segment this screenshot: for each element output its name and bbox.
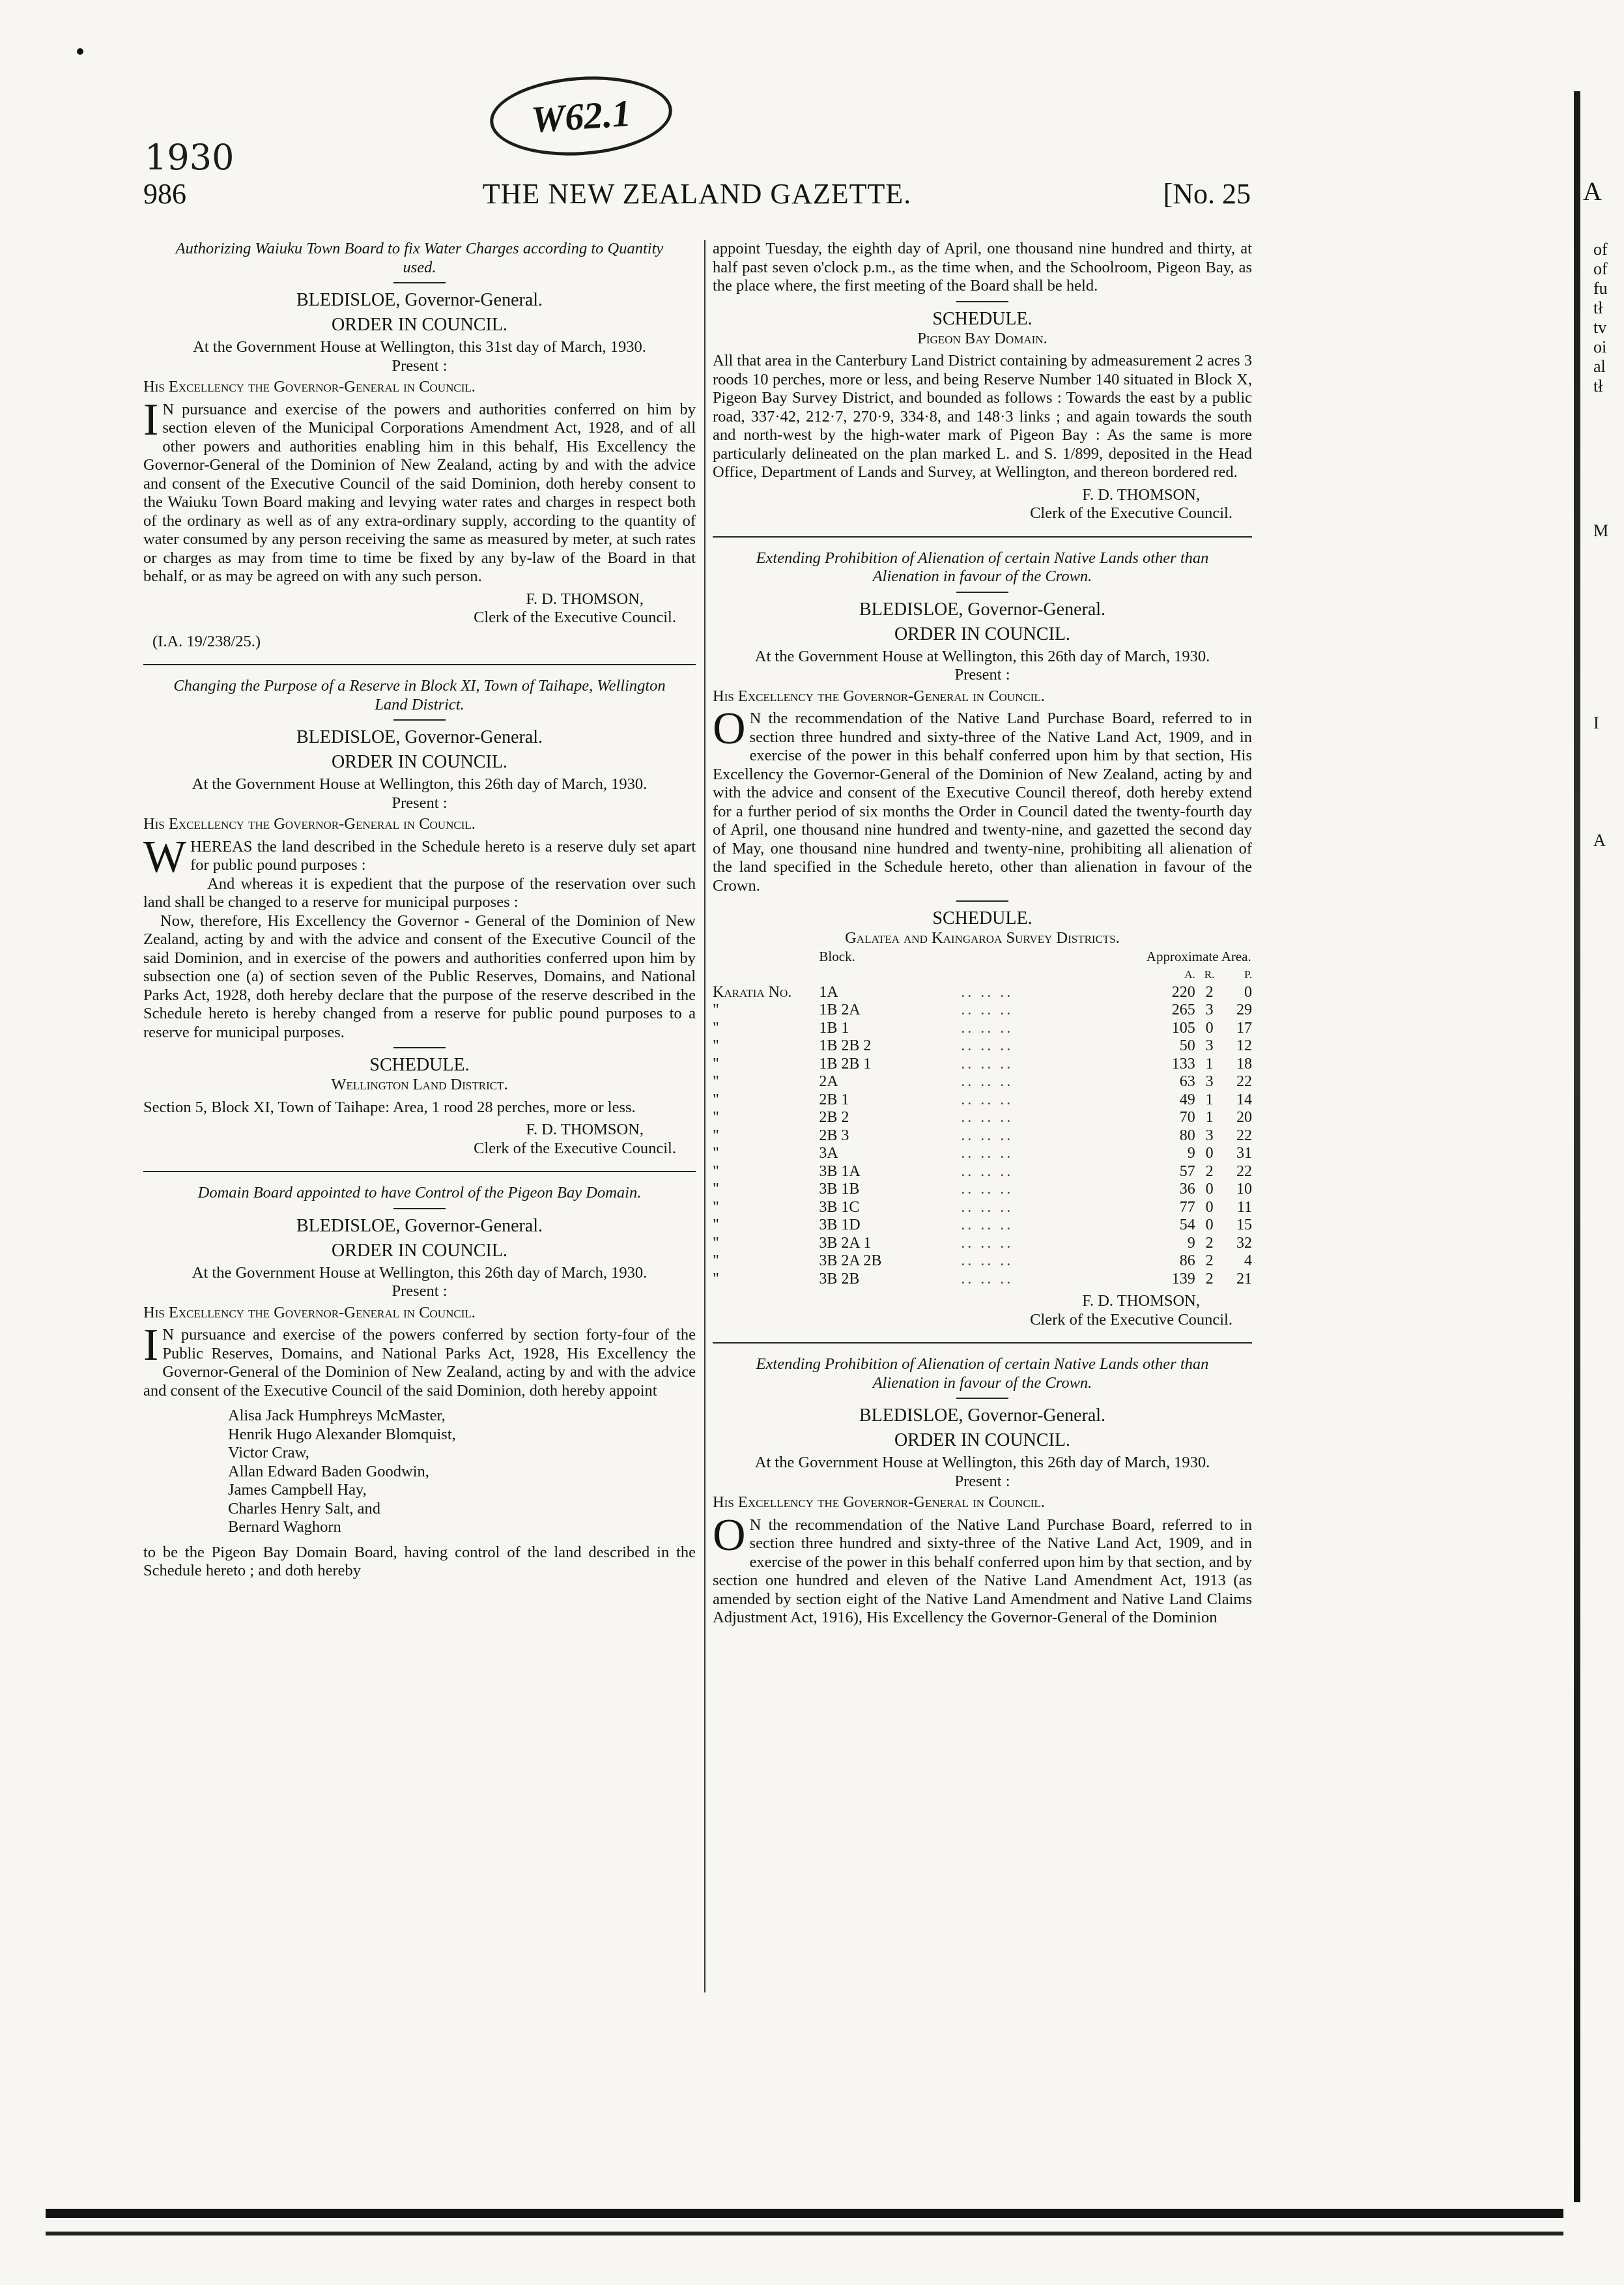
row-acres: 133: [1171, 1055, 1195, 1072]
row-perches: 15: [1236, 1216, 1252, 1233]
section-rule: [713, 1342, 1252, 1344]
schedule-table: [713, 948, 1252, 1289]
governor-line: BLEDISLOE, Governor-General.: [296, 727, 543, 747]
board-member: Victor Craw,: [228, 1444, 309, 1461]
board-member: Charles Henry Salt, and: [228, 1499, 381, 1517]
place-date: At the Government House at Wellington, this 26th day of March, 1930.: [192, 775, 648, 793]
table-row: [713, 1163, 1252, 1181]
row-leaders: .. .. ..: [961, 1234, 1014, 1252]
edge-fragment: I: [1593, 713, 1599, 732]
order-line: ORDER IN COUNCIL.: [894, 1430, 1070, 1450]
present-line: Present :: [954, 1472, 1010, 1490]
row-prefix: ": [713, 1252, 719, 1269]
notice-taihape-reserve: [143, 677, 696, 1158]
row-acres: 36: [1179, 1181, 1195, 1198]
schedule-text: All that area in the Canterbury Land District containing by admeasurement 2 acres 3 roods 10 perches, more or less, and being Reserve Number 140 situated in Block X, Pigeon Bay Survey District, and bounded as follows : Towards the east by a public road, 337·42, 212·7, 270·9, 334·8, and 148·3 links ; and again towards the south and north-west by the high-water mark of Pigeon Bay : As the same is more particularly delineated on the plan marked L. and S. 1/899, deposited in the Head Office, Department of Lands and Survey, at Wellington, and thereon bordered red.: [713, 352, 1252, 481]
section-rule: [143, 664, 696, 665]
row-block: 1B 2A: [819, 1001, 861, 1018]
scan-border-bottom: [46, 2209, 1563, 2218]
row-perches: 22: [1236, 1073, 1252, 1090]
row-prefix: ": [713, 1055, 719, 1072]
notice-body-now-therefore: Now, therefore, His Excellency the Governor - General of the Dominion of New Zealand, acting by and with the advice and consent of the Executive Council of the said Dominion, and in exercise of the powers and authorities conferred upon him by subsection one (a) of section seven of the Public Reserves, Domains, and National Parks Act, 1928, doth hereby declare that the purpose of the reserve described in the Schedule hereto is hereby changed from a reserve for public pound purposes to a reserve for municipal purposes.: [143, 912, 696, 1041]
row-prefix: ": [713, 1037, 719, 1054]
notice-body: ON the recommendation of the Native Land Purchase Board, referred to in section three hundred and sixty-three of the Native Land Act, 1909, and in exercise of the power in this behalf conferred upon him by that section, and by section one hundred and eleven of the Native Land Amendment Act, 1913 (as amended by section eight of the Native Land Amendment and Native Land Claims Adjustment Act, 1916), His Excellency the Governor-General of the Dominion: [713, 1510, 1252, 1626]
governor-line: BLEDISLOE, Governor-General.: [296, 1215, 543, 1236]
row-perches: 4: [1244, 1252, 1252, 1269]
column-divider: [704, 240, 705, 1992]
notice-body-end: to be the Pigeon Bay Domain Board, having control of the land described in the Schedule hereto ; and doth hereby: [143, 1543, 696, 1579]
catalogue-stamp: W62.1: [487, 70, 675, 161]
column-header-acres: A.: [1184, 968, 1195, 981]
edge-fragment: A: [1593, 831, 1606, 850]
table-row: [713, 1001, 1252, 1020]
row-roods: 2: [1205, 1162, 1214, 1180]
row-roods: 2: [1205, 983, 1214, 1001]
row-acres: 220: [1171, 983, 1195, 1001]
row-leaders: .. .. ..: [961, 1162, 1014, 1180]
board-member: Henrik Hugo Alexander Blomquist,: [228, 1425, 456, 1443]
row-prefix: Karatia No.: [713, 983, 792, 1001]
row-leaders: .. .. ..: [961, 1073, 1014, 1090]
gazette-title: THE NEW ZEALAND GAZETTE.: [482, 178, 912, 210]
table-row: [713, 1056, 1252, 1074]
governor-line: BLEDISLOE, Governor-General.: [859, 1405, 1106, 1426]
row-block: 3B 1D: [819, 1216, 861, 1233]
edge-fragment: of: [1593, 240, 1608, 259]
council-line: His Excellency the Governor-General in Council.: [143, 1303, 476, 1321]
row-prefix: ": [713, 1234, 719, 1252]
notice-pigeon-bay-board-continued: [713, 240, 1252, 523]
schedule-domain: Pigeon Bay Domain.: [917, 329, 1047, 347]
row-block: 3A: [819, 1145, 838, 1162]
row-leaders: .. .. ..: [961, 1037, 1014, 1054]
row-perches: 0: [1244, 983, 1252, 1001]
row-leaders: .. .. ..: [961, 1145, 1014, 1162]
row-roods: 1: [1205, 1109, 1214, 1126]
row-leaders: .. .. ..: [961, 1109, 1014, 1126]
row-leaders: .. .. ..: [961, 1001, 1014, 1018]
board-member: Bernard Waghorn: [228, 1518, 341, 1536]
row-prefix: ": [713, 1181, 719, 1198]
row-block: 3B 1A: [819, 1162, 861, 1180]
row-acres: 80: [1179, 1127, 1195, 1144]
row-leaders: .. .. ..: [961, 1127, 1014, 1144]
row-block: 3B 2A 2B: [819, 1252, 882, 1269]
row-acres: 9: [1187, 1234, 1195, 1252]
place-date: At the Government House at Wellington, this 26th day of March, 1930.: [754, 1454, 1210, 1471]
signature: F. D. THOMSON,: [1082, 1292, 1200, 1310]
edge-fragment: tv: [1593, 318, 1607, 337]
row-prefix: ": [713, 1109, 719, 1126]
table-row: [713, 1235, 1252, 1253]
order-line: ORDER IN COUNCIL.: [332, 752, 507, 772]
row-perches: 10: [1236, 1181, 1252, 1198]
row-prefix: ": [713, 1162, 719, 1180]
row-block: 2B 1: [819, 1091, 849, 1108]
row-leaders: .. .. ..: [961, 1055, 1014, 1072]
row-perches: 18: [1236, 1055, 1252, 1072]
row-prefix: ": [713, 1073, 719, 1090]
row-perches: 21: [1236, 1270, 1252, 1287]
row-leaders: .. .. ..: [961, 1091, 1014, 1108]
row-leaders: .. .. ..: [961, 983, 1014, 1001]
row-roods: 2: [1205, 1234, 1214, 1252]
present-line: Present :: [954, 666, 1010, 683]
table-row: [713, 1181, 1252, 1199]
signature-title: Clerk of the Executive Council.: [474, 609, 676, 626]
notice-body-continued: appoint Tuesday, the eighth day of April, one thousand nine hundred and thirty, at half past seven o'clock p.m., as the time when, and the Schoolroom, Pigeon Bay, as the place where, the first meeting of the Board shall be held.: [713, 240, 1252, 295]
row-perches: 20: [1236, 1109, 1252, 1126]
order-line: ORDER IN COUNCIL.: [332, 315, 507, 335]
board-member-list: [143, 1407, 696, 1537]
order-line: ORDER IN COUNCIL.: [332, 1240, 507, 1261]
short-rule: [393, 1047, 446, 1048]
page-header: [143, 177, 1251, 216]
row-leaders: .. .. ..: [961, 1216, 1014, 1233]
order-line: ORDER IN COUNCIL.: [894, 624, 1070, 644]
edge-fragment: tł: [1593, 377, 1603, 395]
column-header-perches: P.: [1244, 968, 1252, 981]
row-acres: 105: [1171, 1019, 1195, 1037]
short-rule: [393, 1208, 446, 1209]
notice-body-and-whereas: And whereas it is expedient that the purpose of the reservation over such land shall be changed to a reserve for municipal purposes :: [143, 874, 696, 911]
signature: F. D. THOMSON,: [526, 1121, 644, 1138]
row-leaders: .. .. ..: [961, 1270, 1014, 1287]
row-block: 3B 2A 1: [819, 1234, 872, 1252]
row-acres: 9: [1187, 1145, 1195, 1162]
table-row: [713, 984, 1252, 1002]
row-roods: 1: [1205, 1091, 1214, 1108]
signature: F. D. THOMSON,: [526, 590, 644, 608]
row-perches: 14: [1236, 1091, 1252, 1108]
handwritten-year: 1930: [145, 137, 235, 178]
present-line: Present :: [392, 1282, 448, 1300]
row-leaders: .. .. ..: [961, 1252, 1014, 1269]
edge-fragment: al: [1593, 357, 1606, 376]
row-roods: 2: [1205, 1270, 1214, 1287]
row-prefix: ": [713, 1001, 719, 1018]
row-leaders: .. .. ..: [961, 1181, 1014, 1198]
signature-title: Clerk of the Executive Council.: [1030, 504, 1232, 522]
notice-heading: Changing the Purpose of a Reserve in Block XI, Town of Taihape, Wellington Land District.: [173, 677, 666, 713]
notice-heading: Authorizing Waiuku Town Board to fix Water Charges according to Quantity used.: [175, 240, 664, 276]
row-prefix: ": [713, 1216, 719, 1233]
row-perches: 17: [1236, 1019, 1252, 1037]
notice-waiuku-water: [143, 240, 696, 651]
row-roods: 3: [1205, 1001, 1214, 1018]
schedule-districts: Galatea and Kaingaroa Survey Districts.: [845, 929, 1120, 947]
row-acres: 57: [1179, 1162, 1195, 1180]
schedule-rows: [713, 984, 1252, 1289]
row-roods: 2: [1205, 1252, 1214, 1269]
place-date: At the Government House at Wellington, this 26th day of March, 1930.: [754, 647, 1210, 665]
row-prefix: ": [713, 1127, 719, 1144]
section-rule: [713, 536, 1252, 538]
table-subheader-row: [713, 966, 1252, 984]
issue-number: [No. 25: [1163, 178, 1251, 210]
edge-fragment: tł: [1593, 298, 1603, 317]
row-perches: 32: [1236, 1234, 1252, 1252]
row-block: 2B 3: [819, 1127, 849, 1144]
governor-line: BLEDISLOE, Governor-General.: [296, 290, 543, 310]
edge-fragment: A: [1583, 177, 1602, 206]
table-row: [713, 1127, 1252, 1145]
signature-title: Clerk of the Executive Council.: [1030, 1310, 1232, 1329]
row-prefix: ": [713, 1145, 719, 1162]
notice-body-whereas: WHEREAS the land described in the Schedule hereto is a reserve duly set apart for public pound purposes :: [143, 831, 696, 882]
table-row: [713, 1073, 1252, 1091]
row-leaders: .. .. ..: [961, 1019, 1014, 1037]
row-perches: 31: [1236, 1145, 1252, 1162]
adjacent-page-edge: [1550, 91, 1624, 2202]
signature-title: Clerk of the Executive Council.: [474, 1139, 676, 1157]
table-row: [713, 1216, 1252, 1235]
table-row: [713, 1020, 1252, 1038]
notice-heading: Domain Board appointed to have Control of the Pigeon Bay Domain.: [197, 1184, 642, 1201]
row-perches: 12: [1236, 1037, 1252, 1054]
table-row: [713, 1109, 1252, 1127]
row-block: 2A: [819, 1073, 838, 1090]
row-prefix: ": [713, 1198, 719, 1216]
row-block: 3B 1C: [819, 1198, 860, 1216]
column-header-roods: R.: [1204, 968, 1215, 981]
schedule-heading: SCHEDULE.: [932, 308, 1033, 329]
notice-heading: Extending Prohibition of Alienation of certain Native Lands other than Alienation in favour of the Crown.: [756, 1355, 1209, 1392]
schedule-text: Section 5, Block XI, Town of Taihape: Area, 1 rood 28 perches, more or less.: [143, 1098, 636, 1116]
page-number: 986: [143, 178, 186, 210]
column-header-block: Block.: [819, 948, 855, 964]
governor-line: BLEDISLOE, Governor-General.: [859, 599, 1106, 620]
row-acres: 70: [1179, 1109, 1195, 1126]
scan-border-bottom-thin: [46, 2232, 1563, 2235]
notice-heading: Extending Prohibition of Alienation of certain Native Lands other than Alienation in favour of the Crown.: [756, 549, 1209, 585]
council-line: His Excellency the Governor-General in Council.: [713, 1493, 1045, 1511]
edge-fragment: M: [1593, 521, 1609, 540]
left-column: [143, 240, 696, 1581]
row-acres: 49: [1179, 1091, 1195, 1108]
place-date: At the Government House at Wellington, this 26th day of March, 1930.: [192, 1263, 648, 1282]
column-header-area: Approximate Area.: [1146, 948, 1251, 964]
row-block: 1B 1: [819, 1019, 849, 1037]
row-acres: 50: [1179, 1037, 1195, 1054]
row-roods: 1: [1205, 1055, 1214, 1072]
row-block: 3B 1B: [819, 1181, 860, 1198]
row-roods: 0: [1205, 1216, 1214, 1233]
row-roods: 3: [1205, 1127, 1214, 1144]
section-rule: [143, 1171, 696, 1172]
signature: F. D. THOMSON,: [1082, 485, 1200, 504]
short-rule: [393, 719, 446, 721]
board-member: Allan Edward Baden Goodwin,: [228, 1462, 429, 1480]
notice-native-lands-1: [713, 549, 1252, 1330]
council-line: His Excellency the Governor-General in Council.: [143, 815, 476, 833]
edge-fragment: of: [1593, 259, 1608, 278]
present-line: Present :: [392, 794, 448, 812]
row-roods: 0: [1205, 1019, 1214, 1037]
row-roods: 3: [1205, 1037, 1214, 1054]
row-perches: 22: [1236, 1162, 1252, 1180]
board-member: James Campbell Hay,: [228, 1481, 367, 1499]
short-rule: [393, 282, 446, 283]
table-row: [713, 1091, 1252, 1110]
row-prefix: ": [713, 1091, 719, 1108]
row-roods: 0: [1205, 1181, 1214, 1198]
ink-dot: [77, 48, 83, 55]
row-perches: 22: [1236, 1127, 1252, 1144]
table-row: [713, 1145, 1252, 1163]
row-block: 1A: [819, 983, 838, 1001]
notice-body: IN pursuance and exercise of the powers conferred by section forty-four of the Public Reserves, Domains, and National Parks Act, 1928, His Excellency the Governor-General of the Dominion of New Zealand, acting by and with the advice and consent of the Executive Council of the said Dominion, doth hereby appoint: [143, 1320, 696, 1400]
council-line: His Excellency the Governor-General in Council.: [143, 378, 476, 395]
edge-fragment: fu: [1593, 279, 1608, 298]
notice-native-lands-2: [713, 1355, 1252, 1628]
council-line: His Excellency the Governor-General in Council.: [713, 687, 1045, 705]
present-line: Present :: [392, 356, 448, 375]
table-row: [713, 1271, 1252, 1289]
file-reference: (I.A. 19/238/25.): [152, 632, 261, 650]
table-row: [713, 1037, 1252, 1056]
board-member: Alisa Jack Humphreys McMaster,: [228, 1407, 446, 1424]
schedule-district: Wellington Land District.: [331, 1076, 508, 1093]
notice-pigeon-bay-board: [143, 1184, 696, 1581]
row-acres: 265: [1171, 1001, 1195, 1018]
short-rule: [956, 301, 1008, 302]
notice-body: IN pursuance and exercise of the powers and authorities conferred on him by section eleven of the Municipal Corporations Amendment Act, 1928, and of all other powers and authorities enabling him in this behalf, His Excellency the Governor-General of the Dominion of New Zealand, acting by and with the advice and consent of the Executive Council of the said Dominion, doth hereby consent to the Waiuku Town Board making and levying water rates and charges in respect both of the ordinary as well as of any extra-ordinary supply, according to the quantity of water consumed by any person receiving the same as measured by meter, at such rates or charges as may from time to time be fixed by any by-law of the Board in that behalf, or as may be agreed on with any such person.: [143, 394, 696, 585]
table-row: [713, 1199, 1252, 1217]
edge-fragment: oi: [1593, 338, 1607, 356]
row-roods: 0: [1205, 1198, 1214, 1216]
row-prefix: ": [713, 1270, 719, 1287]
row-roods: 3: [1205, 1073, 1214, 1090]
schedule-heading: SCHEDULE.: [932, 908, 1033, 928]
schedule-heading: SCHEDULE.: [369, 1055, 470, 1075]
row-roods: 0: [1205, 1145, 1214, 1162]
notice-body: ON the recommendation of the Native Land Purchase Board, referred to in section three hundred and sixty-three of the Native Land Act, 1909, and in exercise of the power in this behalf conferred upon him by that section, His Excellency the Governor-General of the Dominion of New Zealand, acting by and with the advice and consent of the Executive Council thereof, doth hereby extend for a further period of six months the Order in Council dated the twenty-fourth day of April, one thousand nine hundred and twenty-nine, and gazetted the second day of May, one thousand nine hundred and twenty-nine, prohibiting all alienation of the land specified in the Schedule hereto, other than alienation in favour of the Crown.: [713, 704, 1252, 895]
place-date: At the Government House at Wellington, this 31st day of March, 1930.: [193, 338, 646, 356]
row-acres: 54: [1179, 1216, 1195, 1233]
right-column: [713, 240, 1252, 1628]
short-rule: [956, 900, 1008, 902]
row-leaders: .. .. ..: [961, 1198, 1014, 1216]
row-block: 1B 2B 2: [819, 1037, 872, 1054]
table-row: [713, 1252, 1252, 1271]
binding-shadow: [1574, 91, 1580, 2202]
row-perches: 11: [1236, 1198, 1252, 1216]
row-perches: 29: [1236, 1001, 1252, 1018]
row-acres: 63: [1179, 1073, 1195, 1090]
row-block: 2B 2: [819, 1109, 849, 1126]
row-acres: 139: [1171, 1270, 1195, 1287]
row-prefix: ": [713, 1019, 719, 1037]
table-header-row: [713, 948, 1252, 966]
short-rule: [956, 1398, 1008, 1399]
row-acres: 86: [1179, 1252, 1195, 1269]
short-rule: [956, 592, 1008, 593]
row-acres: 77: [1179, 1198, 1195, 1216]
row-block: 3B 2B: [819, 1270, 860, 1287]
row-block: 1B 2B 1: [819, 1055, 872, 1072]
